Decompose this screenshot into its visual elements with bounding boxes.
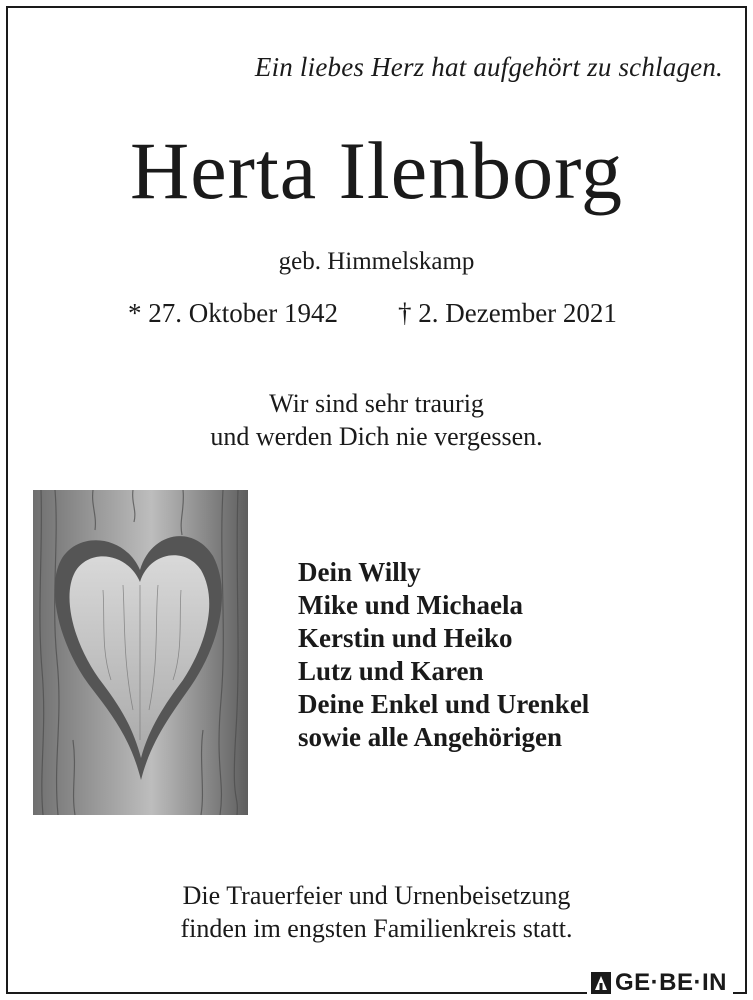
- publisher-logo: [587, 970, 733, 996]
- ceremony-note: [0, 880, 753, 945]
- mourner-entry: Dein Willy: [298, 557, 421, 587]
- heart-bark-photo: [33, 490, 248, 815]
- publisher-logo-icon: [591, 972, 611, 994]
- mourner-entry: Deine Enkel und Urenkel: [298, 689, 590, 719]
- mourning-message: [0, 388, 753, 453]
- deceased-name: Herta Ilenborg: [130, 125, 623, 216]
- death-date: † 2. Dezember 2021: [398, 298, 617, 328]
- motto: Ein liebes Herz hat aufgehört zu schlagen.: [254, 52, 723, 82]
- publisher-logo-text: GE·BE·IN: [615, 969, 727, 996]
- ceremony-note-line: finden im engsten Familienkreis statt.: [180, 913, 573, 943]
- mourner-entry: Lutz und Karen: [298, 656, 484, 686]
- mourners-list: [298, 556, 589, 754]
- mourning-message-line: Wir sind sehr traurig: [269, 389, 484, 418]
- ceremony-note-line: Die Trauerfeier und Urnenbeisetzung: [182, 881, 571, 910]
- birth-name: geb. Himmelskamp: [278, 248, 475, 275]
- mourning-message-line: und werden Dich nie vergessen.: [210, 421, 543, 451]
- mourner-entry: Mike und Michaela: [298, 590, 524, 620]
- mourner-entry: sowie alle Angehörigen: [298, 722, 562, 752]
- mourner-entry: Kerstin und Heiko: [298, 623, 513, 653]
- birth-date: * 27. Oktober 1942: [128, 298, 338, 328]
